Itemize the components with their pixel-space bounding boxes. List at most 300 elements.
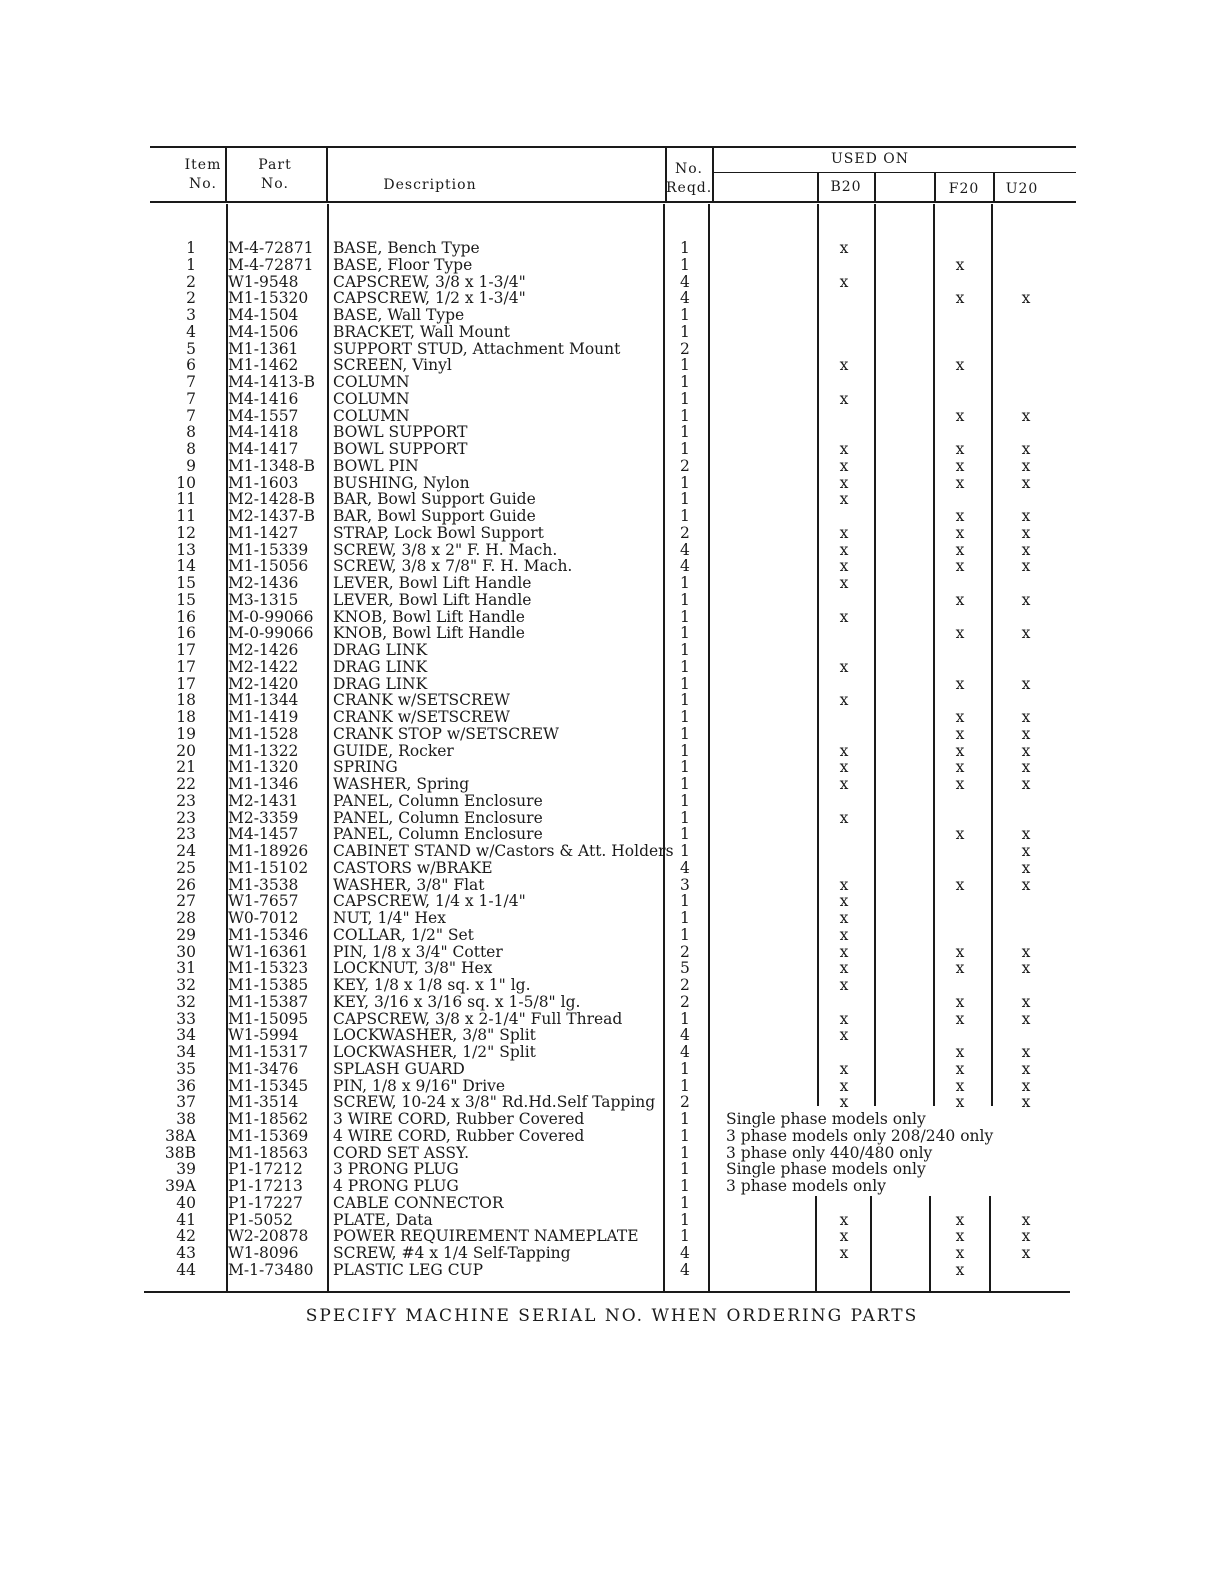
item-no: 21 — [176, 758, 196, 777]
used-on-f20: x — [955, 708, 965, 726]
part-no: M1-1427 — [228, 523, 299, 542]
item-no: 37 — [176, 1093, 196, 1112]
used-on-u20: x — [1021, 674, 1031, 693]
item-no: 36 — [176, 1076, 196, 1095]
used-on-u20: x — [1021, 708, 1031, 726]
description: KEY, 3/16 x 3/16 sq. x 1-5/8" lg. — [333, 992, 581, 1011]
used-on-f20: x — [955, 406, 965, 425]
description: SPLASH GUARD — [333, 1059, 465, 1078]
used-on-f20: x — [955, 1227, 965, 1246]
description: CAPSCREW, 1/4 x 1-1/4" — [333, 892, 526, 911]
quantity: 1 — [680, 1076, 690, 1095]
part-no: M2-1422 — [228, 657, 299, 676]
note: 3 phase models only — [726, 1177, 886, 1195]
quantity: 1 — [680, 1110, 690, 1128]
part-no: M1-1603 — [228, 473, 299, 492]
part-no: M1-18563 — [228, 1143, 309, 1162]
part-no: M1-3538 — [228, 875, 299, 894]
part-no: W1-8096 — [228, 1244, 299, 1262]
table-row — [0, 1061, 1224, 1078]
description: CABLE CONNECTOR — [333, 1193, 504, 1212]
header-model-u20: U20 — [1005, 181, 1039, 197]
item-no: 10 — [176, 473, 196, 492]
quantity: 1 — [680, 255, 690, 274]
part-no: P1-17227 — [228, 1193, 303, 1212]
used-on-b20: x — [839, 540, 849, 559]
quantity: 1 — [680, 624, 690, 643]
quantity: 1 — [680, 791, 690, 810]
part-no: M4-1416 — [228, 389, 299, 408]
description: WASHER, Spring — [333, 775, 470, 793]
used-on-f20: x — [955, 289, 965, 308]
part-no: P1-17212 — [228, 1160, 303, 1179]
part-no: M3-1315 — [228, 590, 299, 609]
note: 3 phase models only 208/240 only — [726, 1126, 994, 1145]
item-no: 18 — [176, 708, 196, 726]
part-no: M-4-72871 — [228, 255, 314, 274]
item-no: 1 — [186, 239, 196, 257]
part-no: M1-15339 — [228, 540, 309, 559]
description: LOCKNUT, 3/8" Hex — [333, 959, 493, 978]
part-no: M1-1322 — [228, 741, 299, 760]
item-no: 11 — [176, 490, 196, 509]
part-no: M4-1557 — [228, 406, 299, 425]
item-no: 7 — [186, 389, 196, 408]
description: CABINET STAND w/Castors & Att. Holders — [333, 842, 674, 860]
description: SCREW, 10-24 x 3/8" Rd.Hd.Self Tapping — [333, 1093, 656, 1112]
used-on-f20: x — [955, 758, 965, 777]
used-on-u20: x — [1021, 741, 1031, 760]
table-row — [0, 709, 1224, 726]
used-on-b20: x — [839, 1059, 849, 1078]
description: 3 WIRE CORD, Rubber Covered — [333, 1110, 585, 1128]
description: COLUMN — [333, 406, 410, 425]
quantity: 1 — [680, 1126, 690, 1145]
part-no: M2-1436 — [228, 574, 299, 592]
quantity: 1 — [680, 808, 690, 827]
part-no: M-4-72871 — [228, 239, 314, 257]
col-divider-b20-left — [817, 173, 819, 202]
description: LOCKWASHER, 3/8" Split — [333, 1026, 536, 1045]
table-row — [0, 1161, 1224, 1178]
quantity: 4 — [680, 1244, 690, 1262]
table-row — [0, 491, 1224, 508]
used-on-b20: x — [839, 440, 849, 458]
table-row — [0, 877, 1224, 894]
used-on-b20: x — [839, 239, 849, 257]
used-on-u20: x — [1021, 1227, 1031, 1246]
table-row — [0, 391, 1224, 408]
used-on-b20: x — [839, 523, 849, 542]
quantity: 1 — [680, 892, 690, 911]
table-row — [0, 910, 1224, 927]
part-no: M1-1361 — [228, 339, 299, 358]
used-on-u20: x — [1021, 724, 1031, 743]
part-no: M1-15345 — [228, 1076, 309, 1095]
used-on-b20: x — [839, 959, 849, 978]
item-no: 44 — [176, 1260, 196, 1279]
used-on-u20: x — [1021, 775, 1031, 793]
item-no: 34 — [176, 1026, 196, 1045]
used-on-b20: x — [839, 1093, 849, 1112]
part-no: M1-15320 — [228, 289, 309, 308]
item-no: 8 — [186, 440, 196, 458]
part-no: M4-1457 — [228, 825, 299, 844]
table-row — [0, 575, 1224, 592]
part-no: M1-1462 — [228, 356, 299, 375]
table-row — [0, 726, 1224, 743]
table-bottom-rule — [144, 1291, 1070, 1293]
item-no: 38B — [164, 1143, 196, 1162]
item-no: 20 — [176, 741, 196, 760]
description: CORD SET ASSY. — [333, 1143, 470, 1162]
used-on-f20: x — [955, 775, 965, 793]
table-row — [0, 759, 1224, 776]
item-no: 15 — [176, 590, 196, 609]
description: BOWL SUPPORT — [333, 440, 468, 458]
item-no: 2 — [186, 289, 196, 308]
item-no: 11 — [176, 507, 196, 525]
item-no: 16 — [176, 607, 196, 626]
col-divider-qty — [712, 147, 714, 202]
table-row — [0, 542, 1224, 559]
col-divider-f20-right — [993, 173, 995, 202]
used-on-f20: x — [955, 624, 965, 643]
quantity: 1 — [680, 239, 690, 257]
item-no: 23 — [176, 825, 196, 844]
item-no: 9 — [186, 456, 196, 475]
description: CAPSCREW, 1/2 x 1-3/4" — [333, 289, 526, 308]
note: Single phase models only — [726, 1110, 926, 1128]
quantity: 1 — [680, 574, 690, 592]
note: 3 phase only 440/480 only — [726, 1143, 933, 1162]
item-no: 6 — [186, 356, 196, 375]
description: LEVER, Bowl Lift Handle — [333, 574, 532, 592]
part-no: M1-1320 — [228, 758, 299, 777]
used-on-b20: x — [839, 758, 849, 777]
part-no: M1-15323 — [228, 959, 309, 978]
header-model-f20: F20 — [948, 181, 980, 197]
header-item-no: Item No. — [184, 157, 222, 192]
quantity: 2 — [680, 523, 690, 542]
description: PIN, 1/8 x 3/4" Cotter — [333, 942, 503, 961]
table-row — [0, 994, 1224, 1011]
item-no: 22 — [176, 775, 196, 793]
quantity: 4 — [680, 858, 690, 877]
part-no: M4-1418 — [228, 423, 299, 442]
used-on-b20: x — [839, 925, 849, 944]
used-on-u20: x — [1021, 289, 1031, 308]
part-no: M1-15346 — [228, 925, 309, 944]
used-on-u20: x — [1021, 557, 1031, 576]
part-no: W1-5994 — [228, 1026, 299, 1045]
description: BRACKET, Wall Mount — [333, 322, 510, 341]
description: CASTORS w/BRAKE — [333, 858, 493, 877]
item-no: 17 — [176, 674, 196, 693]
part-no: M2-1431 — [228, 791, 299, 810]
used-on-f20: x — [955, 255, 965, 274]
item-no: 13 — [176, 540, 196, 559]
quantity: 1 — [680, 373, 690, 391]
used-on-b20: x — [839, 976, 849, 994]
description: LOCKWASHER, 1/2" Split — [333, 1043, 536, 1061]
used-on-f20: x — [955, 959, 965, 978]
used-on-u20: x — [1021, 473, 1031, 492]
table-row — [0, 625, 1224, 642]
quantity: 4 — [680, 289, 690, 308]
item-no: 14 — [176, 557, 196, 576]
table-row — [0, 960, 1224, 977]
table-row — [0, 1178, 1224, 1195]
table-row — [0, 1027, 1224, 1044]
used-on-b20: x — [839, 272, 849, 291]
description: SCREEN, Vinyl — [333, 356, 452, 375]
part-no: M2-3359 — [228, 808, 299, 827]
table-row — [0, 1145, 1224, 1162]
quantity: 1 — [680, 507, 690, 525]
used-on-f20: x — [955, 507, 965, 525]
used-on-u20: x — [1021, 440, 1031, 458]
item-no: 27 — [176, 892, 196, 911]
part-no: M2-1428-B — [228, 490, 316, 509]
quantity: 2 — [680, 942, 690, 961]
part-no: M1-1346 — [228, 775, 299, 793]
table-row — [0, 977, 1224, 994]
description: DRAG LINK — [333, 657, 428, 676]
table-row — [0, 1078, 1224, 1095]
quantity: 1 — [680, 691, 690, 710]
table-row — [0, 475, 1224, 492]
used-on-b20: x — [839, 389, 849, 408]
table-row — [0, 357, 1224, 374]
header-bottom-rule — [150, 201, 1076, 203]
used-on-u20: x — [1021, 825, 1031, 844]
item-no: 32 — [176, 992, 196, 1011]
part-no: W2-20878 — [228, 1227, 309, 1246]
quantity: 1 — [680, 1143, 690, 1162]
part-no: M-0-99066 — [228, 607, 314, 626]
item-no: 28 — [176, 909, 196, 927]
description: BUSHING, Nylon — [333, 473, 470, 492]
quantity: 1 — [680, 440, 690, 458]
table-row — [0, 408, 1224, 425]
item-no: 8 — [186, 423, 196, 442]
quantity: 1 — [680, 909, 690, 927]
quantity: 1 — [680, 741, 690, 760]
table-row — [0, 240, 1224, 257]
used-on-b20: x — [839, 875, 849, 894]
quantity: 4 — [680, 272, 690, 291]
used-on-b20: x — [839, 574, 849, 592]
used-on-f20: x — [955, 523, 965, 542]
parts-table-body — [0, 240, 1224, 1279]
item-no: 30 — [176, 942, 196, 961]
part-no: M1-1344 — [228, 691, 299, 710]
description: PLATE, Data — [333, 1210, 433, 1229]
table-row — [0, 1228, 1224, 1245]
description: 3 PRONG PLUG — [333, 1160, 459, 1179]
quantity: 1 — [680, 641, 690, 659]
description: KNOB, Bowl Lift Handle — [333, 624, 525, 643]
part-no: M1-15369 — [228, 1126, 309, 1145]
table-row — [0, 1044, 1224, 1061]
used-on-u20: x — [1021, 1093, 1031, 1112]
used-on-f20: x — [955, 1210, 965, 1229]
quantity: 1 — [680, 724, 690, 743]
item-no: 5 — [186, 339, 196, 358]
description: WASHER, 3/8" Flat — [333, 875, 485, 894]
description: COLLAR, 1/2" Set — [333, 925, 474, 944]
description: DRAG LINK — [333, 641, 428, 659]
table-row — [0, 1128, 1224, 1145]
item-no: 17 — [176, 657, 196, 676]
quantity: 1 — [680, 306, 690, 324]
used-on-f20: x — [955, 741, 965, 760]
part-no: M4-1413-B — [228, 373, 316, 391]
used-on-b20: x — [839, 557, 849, 576]
used-on-u20: x — [1021, 1244, 1031, 1262]
used-on-f20: x — [955, 1260, 965, 1279]
table-row — [0, 508, 1224, 525]
quantity: 1 — [680, 758, 690, 777]
description: PANEL, Column Enclosure — [333, 825, 543, 844]
part-no: M1-15102 — [228, 858, 309, 877]
quantity: 1 — [680, 423, 690, 442]
used-on-rule — [714, 172, 1076, 173]
table-row — [0, 558, 1224, 575]
item-no: 25 — [176, 858, 196, 877]
quantity: 4 — [680, 1260, 690, 1279]
used-on-f20: x — [955, 1009, 965, 1028]
table-row — [0, 341, 1224, 358]
item-no: 4 — [186, 322, 196, 341]
item-no: 18 — [176, 691, 196, 710]
description: CAPSCREW, 3/8 x 2-1/4" Full Thread — [333, 1009, 623, 1028]
quantity: 1 — [680, 607, 690, 626]
table-row — [0, 525, 1224, 542]
table-row — [0, 1011, 1224, 1028]
used-on-f20: x — [955, 356, 965, 375]
header-part-no: Part No. — [258, 157, 292, 192]
table-row — [0, 257, 1224, 274]
quantity: 1 — [680, 1177, 690, 1195]
part-no: M1-1419 — [228, 708, 299, 726]
table-row — [0, 676, 1224, 693]
item-no: 32 — [176, 976, 196, 994]
quantity: 1 — [680, 1210, 690, 1229]
item-no: 3 — [186, 306, 196, 324]
used-on-u20: x — [1021, 992, 1031, 1011]
description: 4 PRONG PLUG — [333, 1177, 459, 1195]
quantity: 4 — [680, 1043, 690, 1061]
used-on-u20: x — [1021, 456, 1031, 475]
table-row — [0, 1212, 1224, 1229]
description: SCREW, #4 x 1/4 Self-Tapping — [333, 1244, 571, 1262]
quantity: 2 — [680, 992, 690, 1011]
part-no: M1-15095 — [228, 1009, 309, 1028]
used-on-u20: x — [1021, 758, 1031, 777]
header-model-b20: B20 — [830, 179, 862, 195]
item-no: 2 — [186, 272, 196, 291]
description: SCREW, 3/8 x 2" F. H. Mach. — [333, 540, 558, 559]
used-on-b20: x — [839, 909, 849, 927]
quantity: 1 — [680, 490, 690, 509]
part-no: W1-7657 — [228, 892, 299, 911]
used-on-b20: x — [839, 892, 849, 911]
used-on-u20: x — [1021, 523, 1031, 542]
part-no: W0-7012 — [228, 909, 299, 927]
quantity: 1 — [680, 1193, 690, 1212]
quantity: 1 — [680, 1059, 690, 1078]
used-on-f20: x — [955, 456, 965, 475]
part-no: P1-17213 — [228, 1177, 303, 1195]
description: CAPSCREW, 3/8 x 1-3/4" — [333, 272, 526, 291]
part-no: M4-1506 — [228, 322, 299, 341]
part-no: M1-3476 — [228, 1059, 299, 1078]
table-row — [0, 944, 1224, 961]
item-no: 17 — [176, 641, 196, 659]
item-no: 34 — [176, 1043, 196, 1061]
description: STRAP, Lock Bowl Support — [333, 523, 544, 542]
used-on-b20: x — [839, 607, 849, 626]
used-on-b20: x — [839, 657, 849, 676]
part-no: M1-3514 — [228, 1093, 299, 1112]
note: Single phase models only — [726, 1160, 926, 1179]
quantity: 2 — [680, 1093, 690, 1112]
used-on-u20: x — [1021, 1059, 1031, 1078]
used-on-b20: x — [839, 741, 849, 760]
item-no: 42 — [176, 1227, 196, 1246]
quantity: 1 — [680, 406, 690, 425]
used-on-f20: x — [955, 1093, 965, 1112]
header-no-reqd: No. Reqd. — [666, 161, 713, 196]
table-row — [0, 893, 1224, 910]
used-on-b20: x — [839, 473, 849, 492]
table-row — [0, 776, 1224, 793]
description: PANEL, Column Enclosure — [333, 791, 543, 810]
used-on-f20: x — [955, 875, 965, 894]
used-on-u20: x — [1021, 1076, 1031, 1095]
description: KEY, 1/8 x 1/8 sq. x 1" lg. — [333, 976, 531, 994]
used-on-f20: x — [955, 825, 965, 844]
table-row — [0, 843, 1224, 860]
item-no: 41 — [176, 1210, 196, 1229]
table-row — [0, 290, 1224, 307]
table-row — [0, 609, 1224, 626]
col-divider-b20-right — [874, 173, 876, 202]
quantity: 1 — [680, 389, 690, 408]
description: CRANK w/SETSCREW — [333, 691, 510, 710]
item-no: 38 — [176, 1110, 196, 1128]
item-no: 40 — [176, 1193, 196, 1212]
used-on-f20: x — [955, 540, 965, 559]
used-on-b20: x — [839, 691, 849, 710]
quantity: 1 — [680, 322, 690, 341]
part-no: M-1-73480 — [228, 1260, 314, 1279]
header-used-on: USED ON — [830, 151, 909, 167]
part-no: M2-1437-B — [228, 507, 316, 525]
used-on-u20: x — [1021, 1009, 1031, 1028]
used-on-b20: x — [839, 942, 849, 961]
table-row — [0, 927, 1224, 944]
quantity: 4 — [680, 557, 690, 576]
used-on-f20: x — [955, 724, 965, 743]
used-on-b20: x — [839, 1026, 849, 1045]
table-row — [0, 1262, 1224, 1279]
quantity: 1 — [680, 925, 690, 944]
table-row — [0, 374, 1224, 391]
part-no: M1-1528 — [228, 724, 299, 743]
